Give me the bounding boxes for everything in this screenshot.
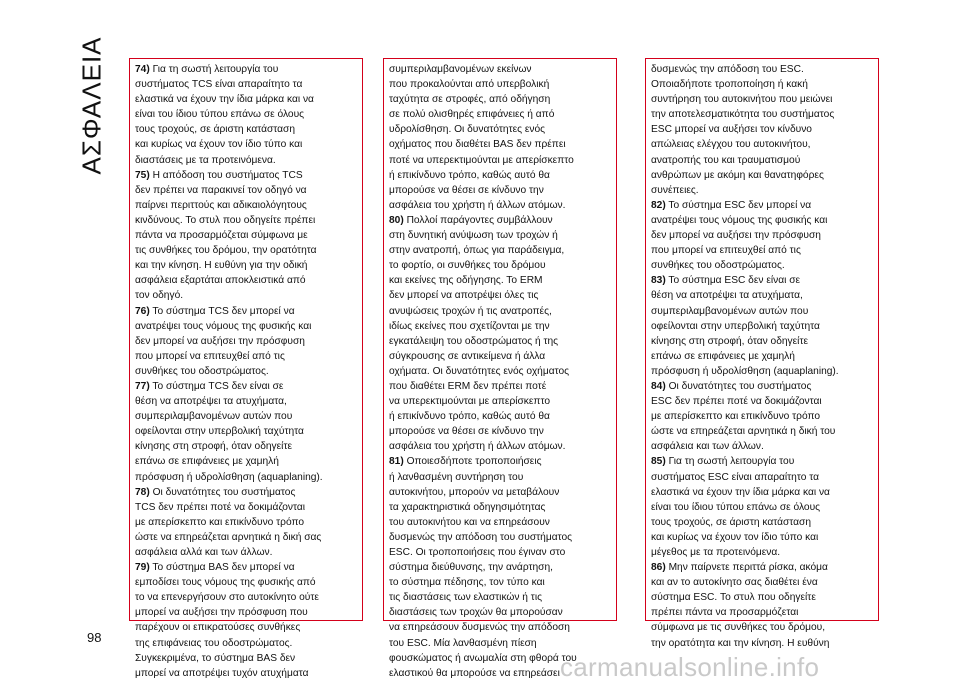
warning-paragraph	[651, 198, 874, 273]
warning-paragraph	[651, 560, 874, 651]
warning-column-3	[645, 58, 879, 649]
warning-text: Οποιεσδήποτε τροποποιήσεις ή λανθασμένη συντήρηση του αυτοκινήτου, μπορούν να μεταβάλουν τα χαρακτηριστικά οδηγησιμότητας του αυτοκινήτου και να επηρεάσουν δυσμενώς την απόδοση του συστήματος ESC. Οι τροποποιήσεις που έγιναν στο σύστημα διεύθυνσης, την ανάρτηση, το σύστημα πέδησης, τον τύπο και τις διαστάσεις των ελαστικών ή τις διαστάσεις των τροχών θα μπορούσαν να επηρεάσουν δυσμενώς την απόδοση του ESC. Μία λανθασμένη πίεση φουσκώματος ή ανωμαλία στη φθορά του ελαστικού θα μπορούσε να επηρεάσει	[389, 456, 577, 679]
warning-number: 85)	[651, 456, 666, 468]
warning-paragraph	[135, 560, 358, 681]
warning-text: Το σύστημα ESC δεν μπορεί να ανατρέψει τους νόμους της φυσικής και δεν μπορεί να αυξήσει την πρόσφυση που μπορεί να επιτευχθεί από τις συνθήκες του οδοστρώματος.	[651, 199, 828, 272]
warning-paragraph	[135, 304, 358, 379]
warning-text: συμπεριλαμβανομένων εκείνων που προκαλούνται από υπερβολική ταχύτητα σε στροφές, από οδήγηση σε πολύ ολισθηρές επιφάνειες ή από υδρολίσθηση. Οι δυνατότητες ενός οχήματος που διαθέτει BAS δεν πρέπει ποτέ να υπερεκτιμούνται με απερίσκεπτο ή επικίνδυνο τρόπο, καθώς αυτό θα μπορούσε να θέσει σε κίνδυνο την ασφάλεια του χρήστη ή άλλων ατόμων.	[389, 64, 574, 211]
page-number: 98	[87, 630, 102, 645]
warning-number: 76)	[135, 305, 150, 317]
warning-text: Οι δυνατότητες του συστήματος ESC δεν πρέπει ποτέ να δοκιμάζονται με απερίσκεπτο και επικίνδυνο τρόπο ώστε να επηρεάζεται αρνητικά η δική του ασφάλεια και των άλλων.	[651, 380, 836, 453]
warning-paragraph	[135, 379, 358, 485]
warning-text: Η απόδοση του συστήματος TCS δεν πρέπει να παρακινεί τον οδηγό να παίρνει περιττούς και αδικαιολόγητους κινδύνους. Το στυλ που οδηγείτε πρέπει πάντα να προσαρμόζεται σύμφωνα με τις συνθήκες του δρόμου, την ορατότητα και την κίνηση. Η ευθύνη για την οδική ασφάλεια εξαρτάται αποκλειστικά από τον οδηγό.	[135, 169, 317, 302]
warning-text: Το σύστημα ESC δεν είναι σε θέση να αποτρέψει τα ατυχήματα, συμπεριλαμβανομένων αυτών που οφείλονται στην υπερβολική ταχύτητα κίνησης στη στροφή, όταν οδηγείτε επάνω σε επιφάνειες με χαμηλή πρόσφυση ή υδρολίσθηση (aquaplaning).	[651, 275, 839, 377]
warning-paragraph	[651, 379, 874, 454]
warning-paragraph	[651, 62, 874, 198]
warning-number: 82)	[651, 199, 666, 211]
warning-text: Για τη σωστή λειτουργία του συστήματος TCS είναι απαραίτητο τα ελαστικά να έχουν την ίδια μάρκα και να είναι του ίδιου τύπου επάνω σε όλους τους τροχούς, σε άριστη κατάσταση και κυρίως να έχουν τον ίδιο τύπο και διαστάσεις με τα προτεινόμενα.	[135, 64, 314, 166]
warning-number: 84)	[651, 380, 666, 392]
warning-paragraph	[389, 454, 612, 680]
warning-paragraph	[389, 213, 612, 455]
warning-column-1	[129, 58, 363, 679]
warning-number: 83)	[651, 275, 666, 287]
warning-text: Μην παίρνετε περιττά ρίσκα, ακόμα και αν το αυτοκίνητο σας διαθέτει ένα σύστημα ESC. Το στυλ που οδηγείτε πρέπει πάντα να προσαρμόζεται σύμφωνα με τις συνθήκες του δρόμου, την ορατότητα και την κίνηση. Η ευθύνη	[651, 562, 830, 649]
warning-paragraph	[651, 273, 874, 379]
warning-number: 81)	[389, 456, 404, 468]
warning-paragraph	[135, 62, 358, 168]
section-title	[72, 20, 112, 190]
section-title-text: ΑΣΦΑΛΕΙΑ	[76, 35, 107, 175]
warning-text: Το σύστημα BAS δεν μπορεί να εμποδίσει τους νόμους της φυσικής από το να επενεργήσουν στο αυτοκίνητο ούτε μπορεί να αυξήσει την πρόσφυση που παρέχουν οι επικρατούσες συνθήκες της επιφάνειας του οδοστρώματος. Συγκεκριμένα, το σύστημα BAS δεν μπορεί να αποτρέψει τυχόν ατυχήματα	[135, 562, 319, 679]
warning-text: Πολλοί παράγοντες συμβάλλουν στη δυνητική ανύψωση των τροχών ή στην ανατροπή, όπως για παράδειγμα, το φορτίο, οι συνθήκες του δρόμου και εκείνες της οδήγησης. Το ERM δεν μπορεί να αποτρέψει όλες τις ανυψώσεις τροχών ή τις ανατροπές, ιδίως εκείνες που σχετίζονται με την εγκατάλειψη του οδοστρώματος ή της σύγκρουσης σε αντικείμενα ή άλλα οχήματα. Οι δυνατότητες ενός οχήματος που διαθέτει ERM δεν πρέπει ποτέ να υπερεκτιμούνται με απερίσκεπτο ή επικίνδυνο τρόπο, καθώς αυτό θα μπορούσε να θέσει σε κίνδυνο την ασφάλεια του χρήστη ή άλλων ατόμων.	[389, 214, 570, 453]
warning-number: 75)	[135, 169, 150, 181]
warning-text: Το σύστημα TCS δεν μπορεί να ανατρέψει τους νόμους της φυσικής και δεν μπορεί να αυξήσει την πρόσφυση που μπορεί να επιτευχθεί από τις συνθήκες του οδοστρώματος.	[135, 305, 312, 377]
warning-number: 80)	[389, 214, 404, 226]
warning-text: Για τη σωστή λειτουργία του συστήματος ESC είναι απαραίτητο τα ελαστικά να έχουν την ίδια μάρκα και να είναι του ίδιου τύπου επάνω σε όλους τους τροχούς, σε άριστη κατάσταση και κυρίως να έχουν τον ίδιο τύπο και μέγεθος με τα προτεινόμενα.	[651, 456, 830, 558]
warning-paragraph	[651, 454, 874, 560]
warning-text: δυσμενώς την απόδοση του ESC. Οποιαδήποτε τροποποίηση ή κακή συντήρηση του αυτοκινήτου που μειώνει την αποτελεσματικότητα του συστήματος ESC μπορεί να αυξήσει τον κίνδυνο απώλειας ελέγχου του αυτοκινήτου, ανατροπής του και τραυματισμού ανθρώπων με ακόμη και θανατηφόρες συνέπειες.	[651, 64, 835, 196]
warning-number: 78)	[135, 486, 150, 498]
warning-column-2	[383, 58, 617, 679]
warning-text: Οι δυνατότητες του συστήματος TCS δεν πρέπει ποτέ να δοκιμάζονται με απερίσκεπτο και επικίνδυνο τρόπο ώστε να επηρεάζεται αρνητικά η δική σας ασφάλεια αλλά και των άλλων.	[135, 486, 322, 558]
watermark: carmanualsonline.info	[560, 652, 820, 682]
warning-number: 79)	[135, 562, 150, 574]
warning-paragraph	[135, 168, 358, 304]
warning-paragraph	[135, 485, 358, 560]
warning-number: 77)	[135, 380, 150, 392]
warning-text: Το σύστημα TCS δεν είναι σε θέση να αποτρέψει τα ατυχήματα, συμπεριλαμβανομένων αυτών που οφείλονται στην υπερβολική ταχύτητα κίνησης στη στροφή, όταν οδηγείτε επάνω σε επιφάνειες με χαμηλή πρόσφυση ή υδρολίσθηση (aquaplaning).	[135, 380, 323, 483]
warning-number: 86)	[651, 562, 666, 574]
warning-number: 74)	[135, 64, 150, 75]
warning-paragraph	[389, 62, 612, 213]
